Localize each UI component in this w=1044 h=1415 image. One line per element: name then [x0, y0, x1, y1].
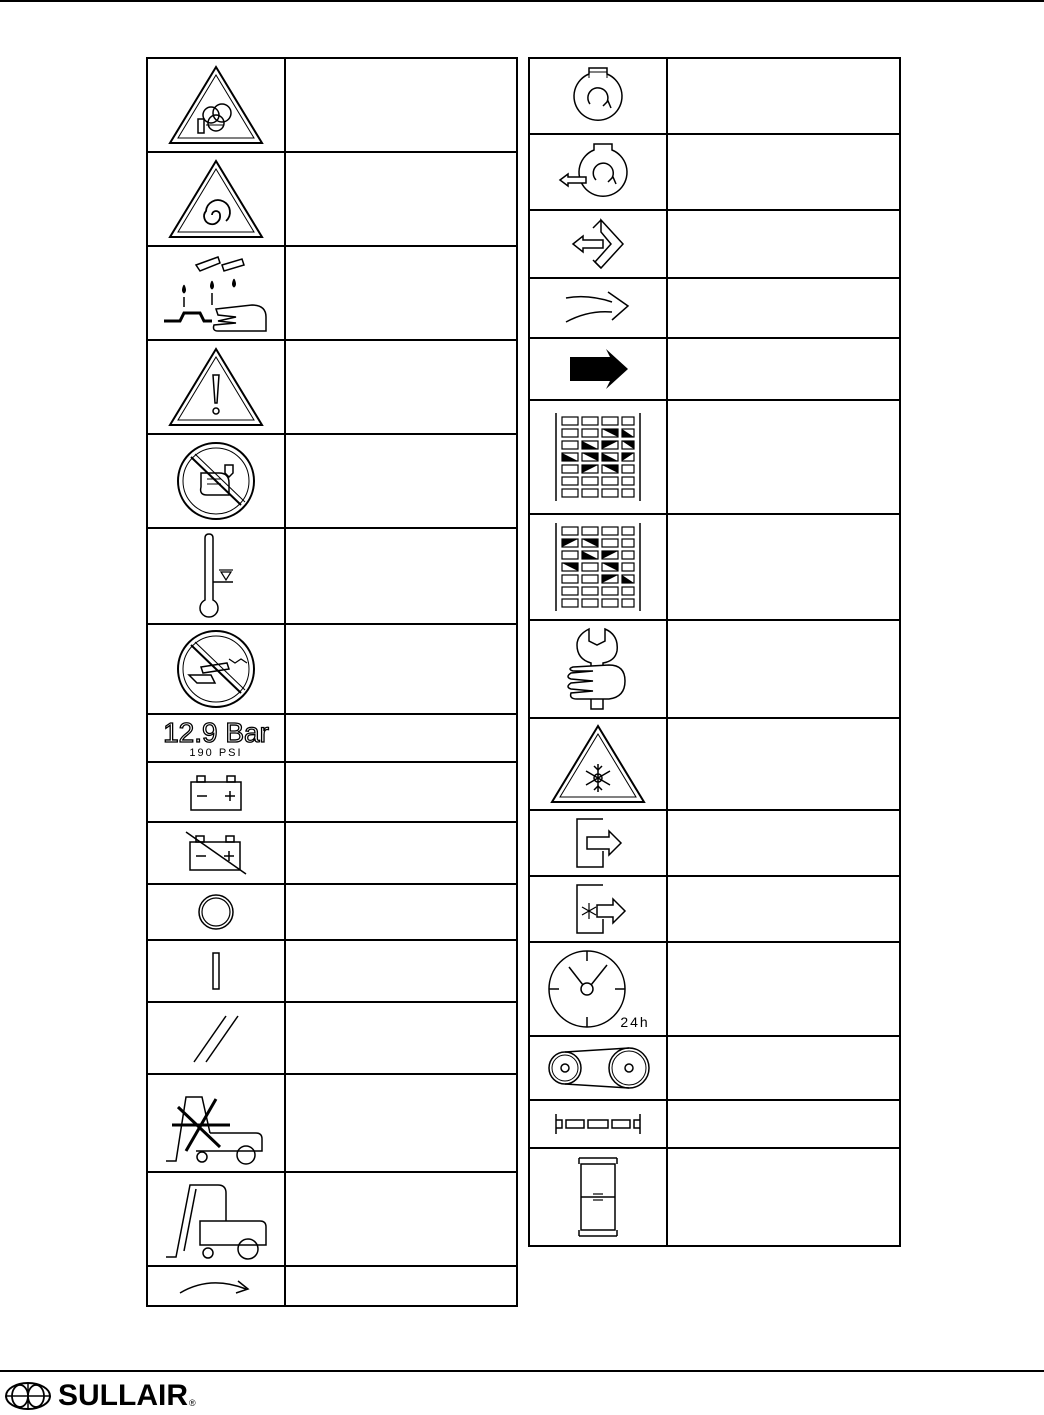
table-row [147, 152, 517, 246]
symbol-description [667, 400, 900, 514]
table-row [529, 210, 900, 278]
rotating-fan-warning-icon [166, 157, 266, 241]
symbol-description [285, 246, 517, 340]
table-row [529, 58, 900, 134]
table-row [147, 1266, 517, 1306]
icon-cell [529, 338, 667, 400]
symbols-table-right [528, 57, 901, 1247]
symbol-description [285, 434, 517, 528]
table-row [147, 1172, 517, 1266]
table-row [529, 134, 900, 210]
table-row [147, 1074, 517, 1172]
table-row [529, 620, 900, 718]
table-row [529, 1148, 900, 1246]
off-circle-icon [194, 890, 238, 934]
symbol-description [285, 714, 517, 762]
flow-direction-arrow-icon [558, 286, 638, 330]
table-row [147, 624, 517, 714]
table-row [147, 714, 517, 762]
symbol-description [285, 152, 517, 246]
symbol-description [667, 58, 900, 134]
pressure-bar-label: 12.9 Bar [163, 717, 269, 748]
symbol-description [667, 338, 900, 400]
air-flow-diamond-icon [563, 214, 633, 274]
symbol-description [285, 528, 517, 624]
no-welding-icon [171, 627, 261, 711]
icon-cell [529, 1100, 667, 1148]
symbol-description [285, 1002, 517, 1074]
icon-cell [529, 210, 667, 278]
icon-cell [529, 58, 667, 134]
icon-cell [529, 718, 667, 810]
top-rule [0, 0, 1044, 2]
clock-24h-icon [543, 945, 653, 1033]
symbol-description [285, 1074, 517, 1172]
curved-arrow-icon [174, 1271, 258, 1301]
forklift-icon [156, 1175, 276, 1263]
symbol-description [667, 810, 900, 876]
belt-drive-icon [543, 1043, 653, 1093]
icon-cell [147, 528, 285, 624]
double-slash-icon [186, 1008, 246, 1068]
table-row [147, 58, 517, 152]
battery-disconnect-icon [178, 828, 254, 878]
table-row [529, 718, 900, 810]
icon-cell [147, 940, 285, 1002]
table-row [147, 340, 517, 434]
sullair-logo [4, 1380, 196, 1412]
icon-cell [529, 876, 667, 942]
table-row [529, 278, 900, 338]
symbol-description [667, 210, 900, 278]
symbol-description [285, 58, 517, 152]
hand-wrench-icon [553, 625, 643, 713]
cooled-air-outlet-icon [563, 881, 633, 937]
icon-cell [529, 514, 667, 620]
icon-cell [147, 1002, 285, 1074]
icon-cell [147, 822, 285, 884]
horizontal-gauge-icon [550, 1110, 646, 1138]
symbol-description [667, 942, 900, 1036]
symbol-description [667, 1036, 900, 1100]
icon-cell [147, 624, 285, 714]
icon-cell [147, 340, 285, 434]
pressure-rating-icon [154, 716, 278, 760]
corrosive-liquid-hand-icon [156, 251, 276, 335]
table-row [529, 400, 900, 514]
table-row [529, 810, 900, 876]
symbol-description [667, 134, 900, 210]
icon-cell [529, 400, 667, 514]
icon-cell [147, 1074, 285, 1172]
table-row [147, 940, 517, 1002]
symbol-description [667, 718, 900, 810]
symbol-description [667, 278, 900, 338]
symbol-description [285, 1172, 517, 1266]
icon-cell [147, 246, 285, 340]
icon-cell [147, 1266, 285, 1306]
pressure-psi-label: 190 PSI [189, 747, 243, 759]
toxic-fumes-warning-icon [166, 63, 266, 147]
vertical-gauge-icon [573, 1154, 623, 1240]
icon-cell [529, 278, 667, 338]
table-row [529, 1036, 900, 1100]
engine-air-inlet-icon [556, 140, 640, 204]
table-row [147, 246, 517, 340]
icon-cell [147, 58, 285, 152]
icon-cell [529, 810, 667, 876]
registered-mark: ® [189, 1398, 196, 1408]
icon-cell [529, 1036, 667, 1100]
thermometer-level-icon [171, 532, 261, 620]
battery-icon [181, 770, 251, 814]
table-row [529, 338, 900, 400]
table-row [529, 942, 900, 1036]
engine-rotation-icon [563, 64, 633, 128]
symbol-description [285, 822, 517, 884]
brand-name: SULLAIR [58, 1379, 188, 1412]
icon-cell [147, 152, 285, 246]
table-row [147, 434, 517, 528]
icon-cell [147, 1172, 285, 1266]
symbol-description [285, 884, 517, 940]
icon-cell [529, 942, 667, 1036]
symbol-description [285, 624, 517, 714]
sullair-emblem-icon [4, 1381, 52, 1411]
table-row [529, 876, 900, 942]
symbol-description [667, 1148, 900, 1246]
table-row [147, 1002, 517, 1074]
symbol-description [285, 940, 517, 1002]
icon-cell [147, 434, 285, 528]
clock-24h-label: 24h [620, 1014, 650, 1030]
air-outlet-icon [563, 815, 633, 871]
symbol-description [667, 514, 900, 620]
table-row [147, 528, 517, 624]
symbol-description [667, 620, 900, 718]
air-filter-partial-icon [550, 517, 646, 617]
symbol-description [667, 1100, 900, 1148]
icon-cell [147, 884, 285, 940]
solid-arrow-icon [558, 347, 638, 391]
icon-cell [529, 620, 667, 718]
table-row [529, 1100, 900, 1148]
air-filter-clogged-icon [550, 407, 646, 507]
table-row [529, 514, 900, 620]
icon-cell [529, 134, 667, 210]
symbol-description [285, 1266, 517, 1306]
table-row [147, 822, 517, 884]
icon-cell [147, 762, 285, 822]
general-warning-icon [166, 345, 266, 429]
icon-cell [529, 1148, 667, 1246]
bottom-rule [0, 1370, 1044, 1372]
icon-cell [147, 714, 285, 762]
table-row [147, 884, 517, 940]
table-row [147, 762, 517, 822]
symbol-description [285, 340, 517, 434]
freezing-warning-icon [548, 722, 648, 806]
no-forklift-icon [156, 1077, 276, 1169]
on-line-icon [206, 949, 226, 993]
symbols-table-left [146, 57, 518, 1307]
no-hand-service-icon [171, 439, 261, 523]
symbol-description [285, 762, 517, 822]
symbol-description [667, 876, 900, 942]
